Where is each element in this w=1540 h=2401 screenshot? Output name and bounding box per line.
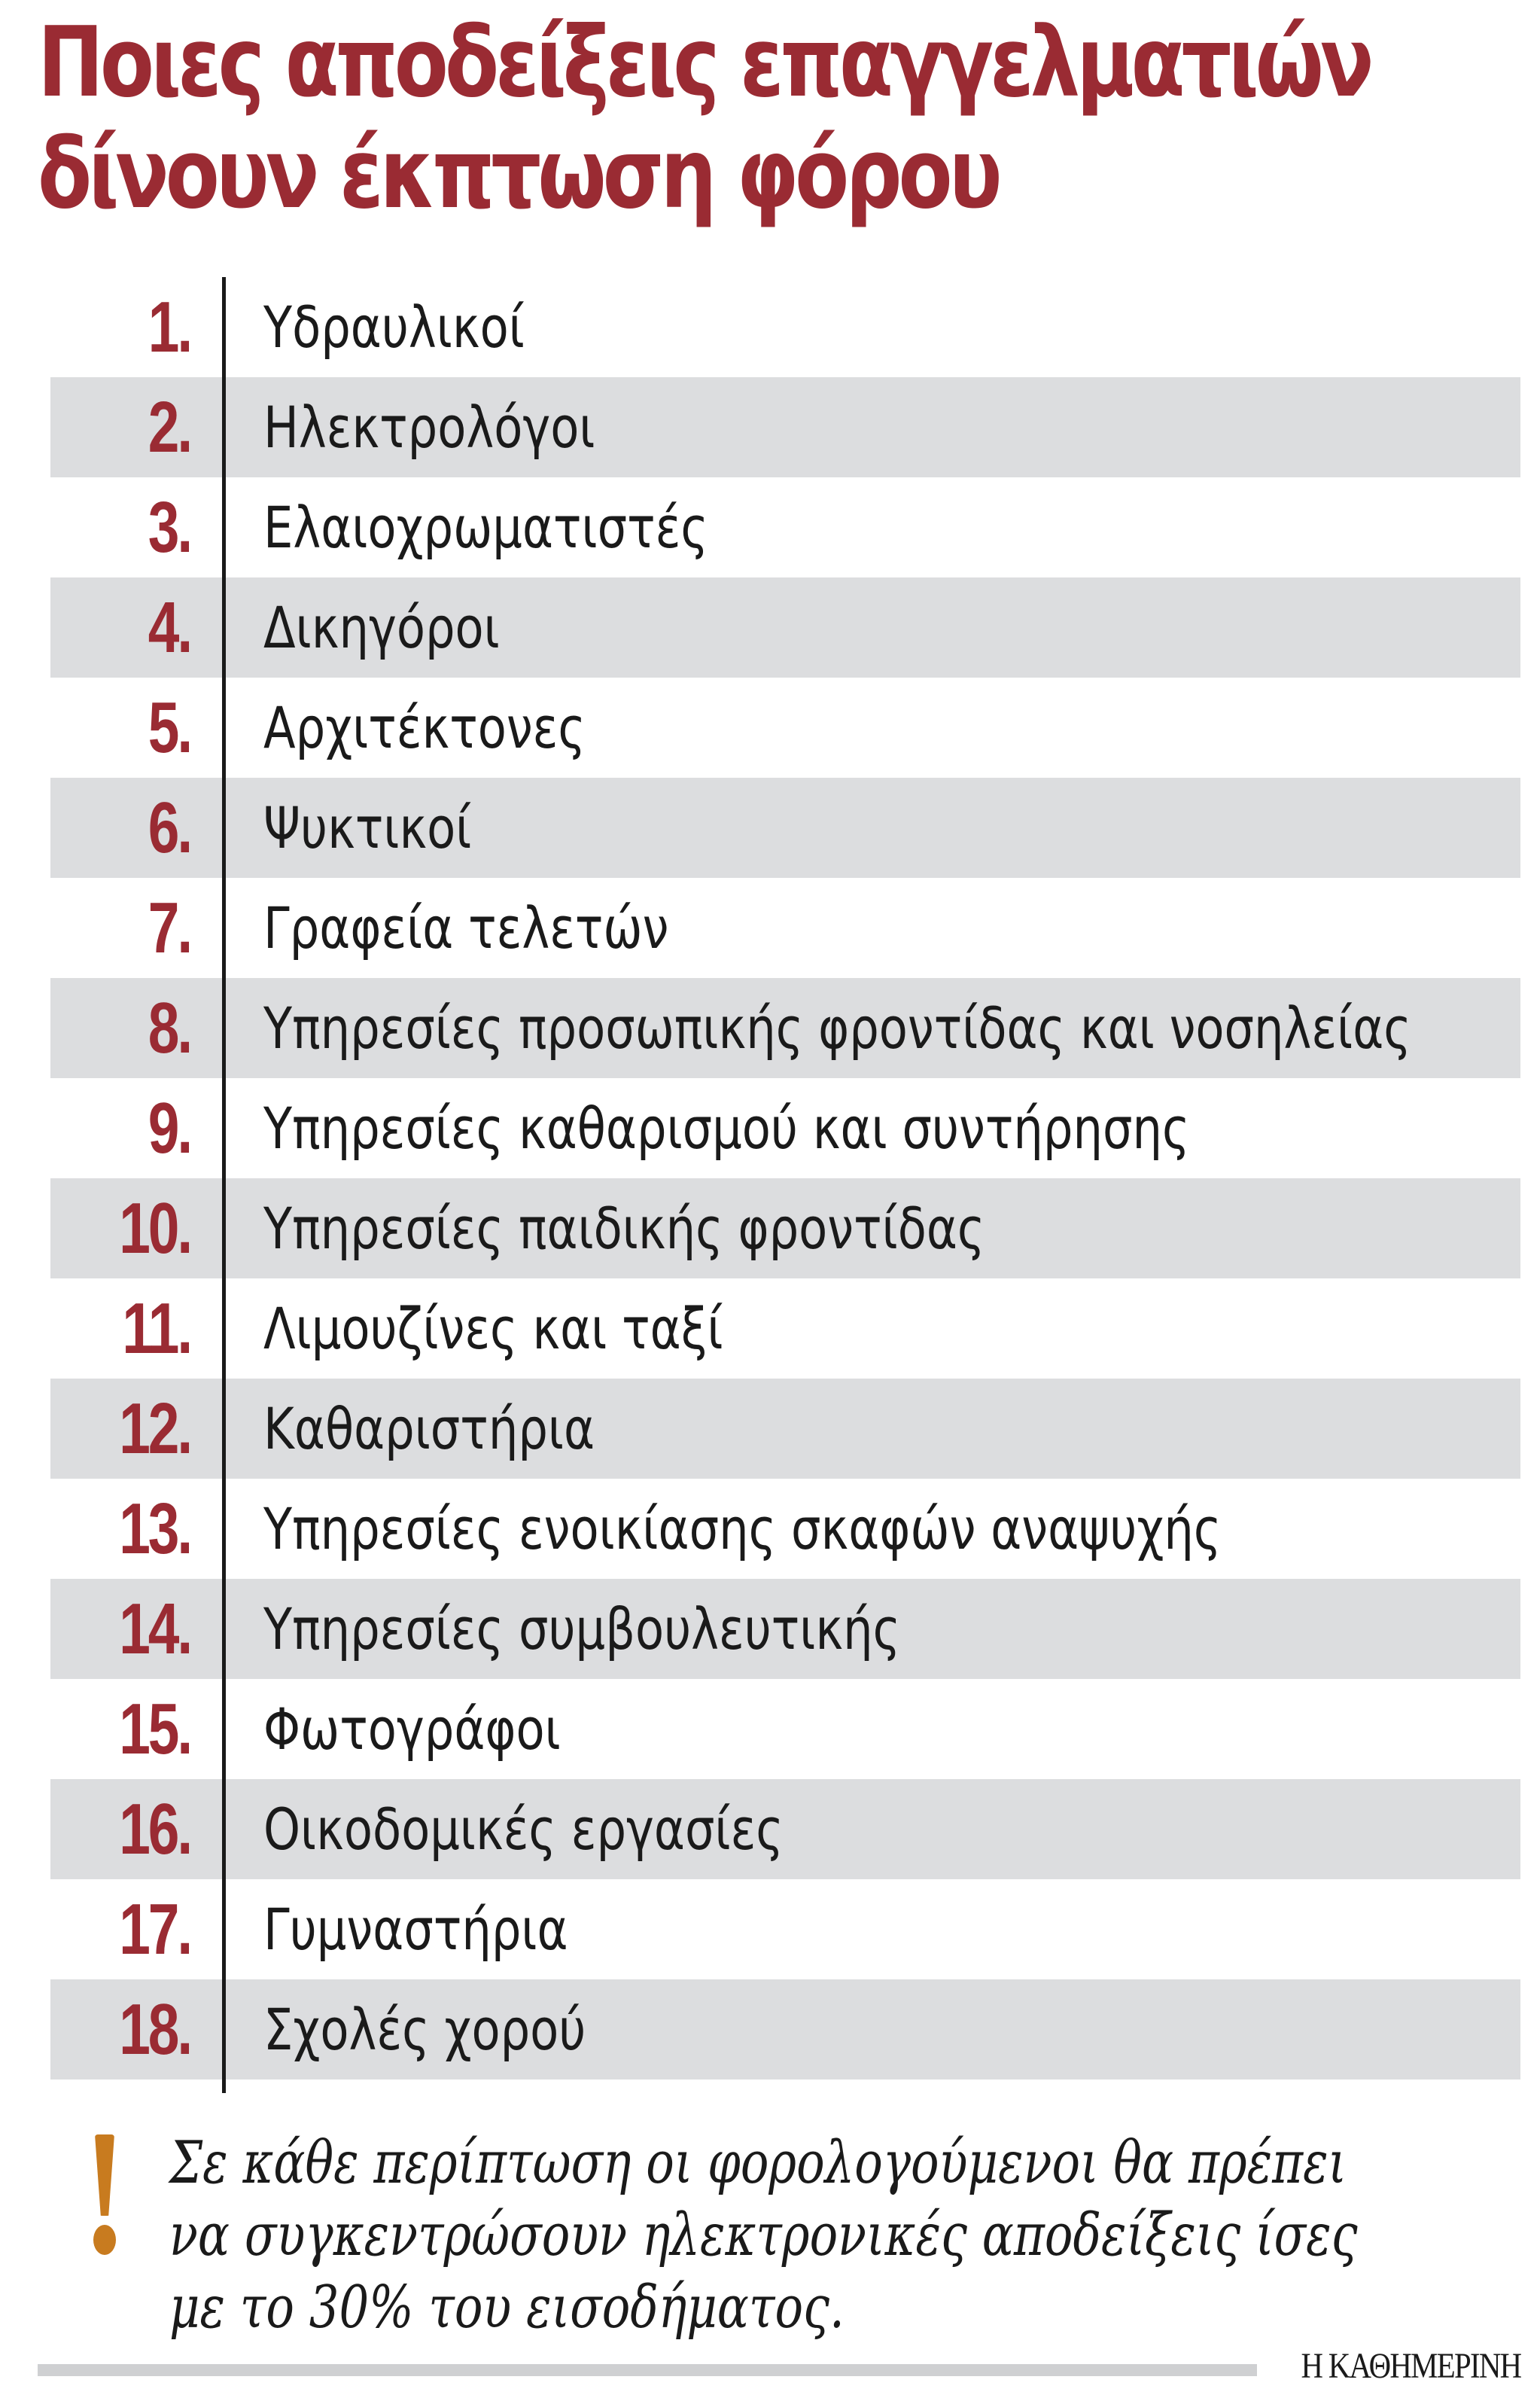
list-item xyxy=(50,1178,1520,1278)
item-label: Αρχιτέκτονες xyxy=(263,694,586,761)
item-label: Ελαιοχρωματιστές xyxy=(263,494,708,561)
item-number: 2. xyxy=(148,386,190,468)
item-label: Υπηρεσίες προσωπικής φροντίδας και νοσηλείας xyxy=(263,995,1411,1062)
list-item xyxy=(50,1779,1520,1879)
title-line-1: Ποιες αποδείξεις επαγγελματιών xyxy=(38,7,1371,119)
item-label: Φωτογράφοι xyxy=(263,1696,561,1763)
page-title xyxy=(38,7,1371,230)
list-item xyxy=(50,477,1520,577)
item-label: Υπηρεσίες παιδικής φροντίδας xyxy=(263,1195,985,1262)
item-label: Γυμναστήρια xyxy=(263,1896,568,1963)
list-item xyxy=(50,1078,1520,1178)
item-number: 4. xyxy=(148,587,190,668)
item-label: Γραφεία τελετών xyxy=(263,894,669,961)
item-number: 9. xyxy=(148,1087,190,1169)
vertical-divider xyxy=(222,277,226,2093)
note-line-1: Σε κάθε περίπτωση οι φορολογούμενοι θα πρέπει xyxy=(169,2129,1347,2197)
item-label: Υδραυλικοί xyxy=(263,294,525,361)
item-number: 18. xyxy=(119,1988,190,2070)
list-item xyxy=(50,1278,1520,1379)
list-item xyxy=(50,878,1520,978)
item-number: 12. xyxy=(119,1388,190,1469)
title-line-2: δίνουν έκπτωση φόρου xyxy=(38,118,999,230)
list-item xyxy=(50,1479,1520,1579)
note-line-2: να συγκεντρώσουν ηλεκτρονικές αποδείξεις ίσες xyxy=(169,2201,1358,2269)
list-item xyxy=(50,1879,1520,1979)
item-number: 14. xyxy=(119,1588,190,1669)
list-item xyxy=(50,978,1520,1078)
item-label: Λιμουζίνες και ταξί xyxy=(263,1295,723,1362)
list-item xyxy=(50,277,1520,377)
item-label: Δικηγόροι xyxy=(263,594,500,661)
exclamation-icon xyxy=(90,2134,120,2262)
item-number: 17. xyxy=(119,1888,190,1970)
item-number: 3. xyxy=(148,486,190,568)
list-item xyxy=(50,1379,1520,1479)
list-item xyxy=(50,377,1520,477)
item-number: 7. xyxy=(148,887,190,968)
item-number: 16. xyxy=(119,1788,190,1869)
item-label: Οικοδομικές εργασίες xyxy=(263,1796,784,1863)
item-number: 6. xyxy=(148,787,190,868)
item-number: 10. xyxy=(119,1187,190,1269)
item-number: 11. xyxy=(122,1287,190,1369)
item-number: 8. xyxy=(148,987,190,1068)
item-label: Ψυκτικοί xyxy=(263,794,472,861)
footer-rule xyxy=(38,2364,1257,2376)
item-number: 1. xyxy=(148,286,190,367)
item-label: Υπηρεσίες καθαρισμού και συντήρησης xyxy=(263,1095,1190,1162)
brand-logo: Η ΚΑΘΗΜΕΡΙΝΗ xyxy=(1301,2346,1520,2386)
list-item xyxy=(50,577,1520,678)
item-label: Υπηρεσίες συμβουλευτικής xyxy=(263,1595,901,1662)
item-label: Καθαριστήρια xyxy=(263,1395,595,1462)
list-item xyxy=(50,678,1520,778)
professions-list xyxy=(50,277,1520,2080)
item-label: Σχολές χορού xyxy=(263,1996,586,2063)
item-label: Υπηρεσίες ενοικίασης σκαφών αναψυχής xyxy=(263,1495,1222,1562)
note-text xyxy=(169,2127,1358,2344)
list-item xyxy=(50,778,1520,878)
list-item xyxy=(50,1979,1520,2080)
item-label: Ηλεκτρολόγοι xyxy=(263,394,595,461)
list-item xyxy=(50,1679,1520,1779)
item-number: 13. xyxy=(119,1488,190,1569)
list-item xyxy=(50,1579,1520,1679)
item-number: 5. xyxy=(148,687,190,768)
note-line-3: με το 30% του εισοδήματος. xyxy=(169,2274,845,2342)
item-number: 15. xyxy=(119,1688,190,1769)
